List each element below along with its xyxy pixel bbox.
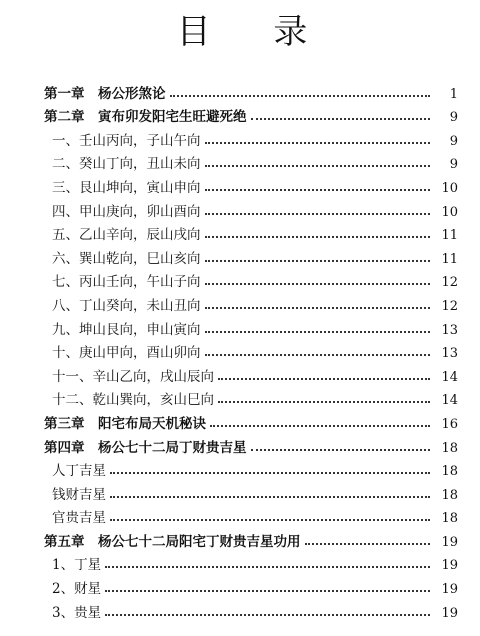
toc-entry[interactable]	[44, 314, 458, 338]
toc-entry-label: 钱财吉星	[52, 486, 106, 503]
toc-entry-label: 2、财星	[52, 581, 102, 598]
toc-entry-page-number: 11	[441, 251, 458, 267]
toc-entry-label: 七、丙山壬向，午山子向	[52, 274, 201, 291]
toc-entry-label: 1、丁星	[52, 557, 102, 574]
toc-entry[interactable]	[44, 290, 458, 314]
toc-entry-label: 第四章 杨公七十二局丁财贵吉星	[44, 439, 247, 456]
dot-leader	[205, 330, 431, 333]
dot-leader	[218, 377, 430, 380]
dot-leader	[110, 495, 430, 498]
toc-entry-label: 五、乙山辛向，辰山戌向	[52, 227, 201, 244]
toc-entry-label: 二、癸山丁向，丑山未向	[52, 156, 201, 173]
toc-entry-label: 3、贵星	[52, 604, 102, 621]
dot-leader	[205, 164, 431, 167]
toc-entry-label: 九、坤山艮向，申山寅向	[52, 321, 201, 338]
toc-entry-page-number: 9	[449, 133, 458, 149]
toc-entry[interactable]	[44, 196, 458, 220]
toc-entry-page-number: 13	[441, 346, 458, 362]
toc-entry-label: 八、丁山癸向，未山丑向	[52, 297, 201, 314]
toc-entry[interactable]	[44, 149, 458, 173]
toc-entry-label: 人丁吉星	[52, 463, 106, 480]
toc-entry[interactable]	[44, 597, 458, 621]
toc-entry-page-number: 13	[441, 322, 458, 338]
toc-entry[interactable]	[44, 267, 458, 291]
toc-entry[interactable]	[44, 125, 458, 149]
toc-entry-page-number: 18	[441, 511, 458, 527]
toc-entry-page-number: 19	[441, 582, 458, 598]
toc-entry-page-number: 12	[441, 275, 458, 291]
toc-entry-label: 十二、乾山巽向，亥山巳向	[52, 392, 214, 409]
dot-leader	[105, 613, 430, 616]
dot-leader	[105, 565, 430, 568]
dot-leader	[205, 353, 431, 356]
dot-leader	[205, 259, 431, 262]
dot-leader	[205, 282, 431, 285]
toc-entry-label: 六、巽山乾向，巳山亥向	[52, 250, 201, 267]
toc-entry[interactable]	[44, 503, 458, 527]
toc-entry[interactable]	[44, 338, 458, 362]
dot-leader	[170, 94, 431, 97]
dot-leader	[205, 141, 431, 144]
toc-entry-label: 十、庚山甲向，酉山卯向	[52, 345, 201, 362]
toc-entry-page-number: 10	[441, 204, 458, 220]
toc-entry[interactable]	[44, 78, 458, 102]
toc-entry[interactable]	[44, 385, 458, 409]
dot-leader	[251, 117, 431, 120]
toc-entry-label: 四、甲山庚向，卯山酉向	[52, 203, 201, 220]
dot-leader	[105, 589, 430, 592]
toc-entry[interactable]	[44, 550, 458, 574]
toc-entry-label: 第一章 杨公形煞论	[44, 85, 166, 102]
toc-entry[interactable]	[44, 361, 458, 385]
toc-entry-page-number: 1	[449, 86, 458, 102]
dot-leader	[205, 188, 431, 191]
page-title: 目 录	[176, 12, 334, 52]
dot-leader	[305, 542, 431, 545]
toc-entry-label: 十一、辛山乙向，戌山辰向	[52, 368, 214, 385]
toc-entry[interactable]	[44, 456, 458, 480]
toc-entry-label: 第二章 寅布卯发阳宅生旺避死绝	[44, 109, 247, 126]
toc-entry[interactable]	[44, 479, 458, 503]
toc-entry-page-number: 9	[449, 157, 458, 173]
toc-entry-page-number: 11	[441, 228, 458, 244]
toc-entry[interactable]	[44, 432, 458, 456]
dot-leader	[110, 471, 430, 474]
toc-entry-page-number: 10	[441, 180, 458, 196]
toc-entry-page-number: 18	[441, 487, 458, 503]
toc-entry[interactable]	[44, 243, 458, 267]
table-of-contents	[44, 78, 458, 621]
toc-entry-page-number: 9	[449, 110, 458, 126]
toc-entry[interactable]	[44, 408, 458, 432]
toc-entry-page-number: 18	[441, 464, 458, 480]
toc-entry-label: 第三章 阳宅布局天机秘诀	[44, 415, 206, 432]
toc-entry-label: 一、壬山丙向，子山午向	[52, 132, 201, 149]
toc-entry-label: 第五章 杨公七十二局阳宅丁财贵吉星功用	[44, 533, 301, 550]
dot-leader	[110, 518, 430, 521]
dot-leader	[205, 306, 431, 309]
toc-entry-page-number: 12	[441, 298, 458, 314]
toc-entry-label: 官贵吉星	[52, 510, 106, 527]
dot-leader	[205, 235, 431, 238]
dot-leader	[210, 424, 430, 427]
toc-entry-page-number: 19	[441, 558, 458, 574]
toc-entry-page-number: 16	[441, 416, 458, 432]
toc-entry-page-number: 19	[441, 605, 458, 621]
toc-entry-label: 三、艮山坤向，寅山申向	[52, 179, 201, 196]
toc-entry-page-number: 14	[441, 369, 458, 385]
dot-leader	[251, 448, 431, 451]
toc-entry[interactable]	[44, 102, 458, 126]
dot-leader	[205, 212, 431, 215]
toc-entry[interactable]	[44, 220, 458, 244]
dot-leader	[218, 400, 430, 403]
toc-entry-page-number: 14	[441, 393, 458, 409]
toc-entry[interactable]	[44, 172, 458, 196]
toc-entry[interactable]	[44, 573, 458, 597]
toc-entry-page-number: 19	[441, 534, 458, 550]
toc-entry-page-number: 18	[441, 440, 458, 456]
toc-entry[interactable]	[44, 526, 458, 550]
